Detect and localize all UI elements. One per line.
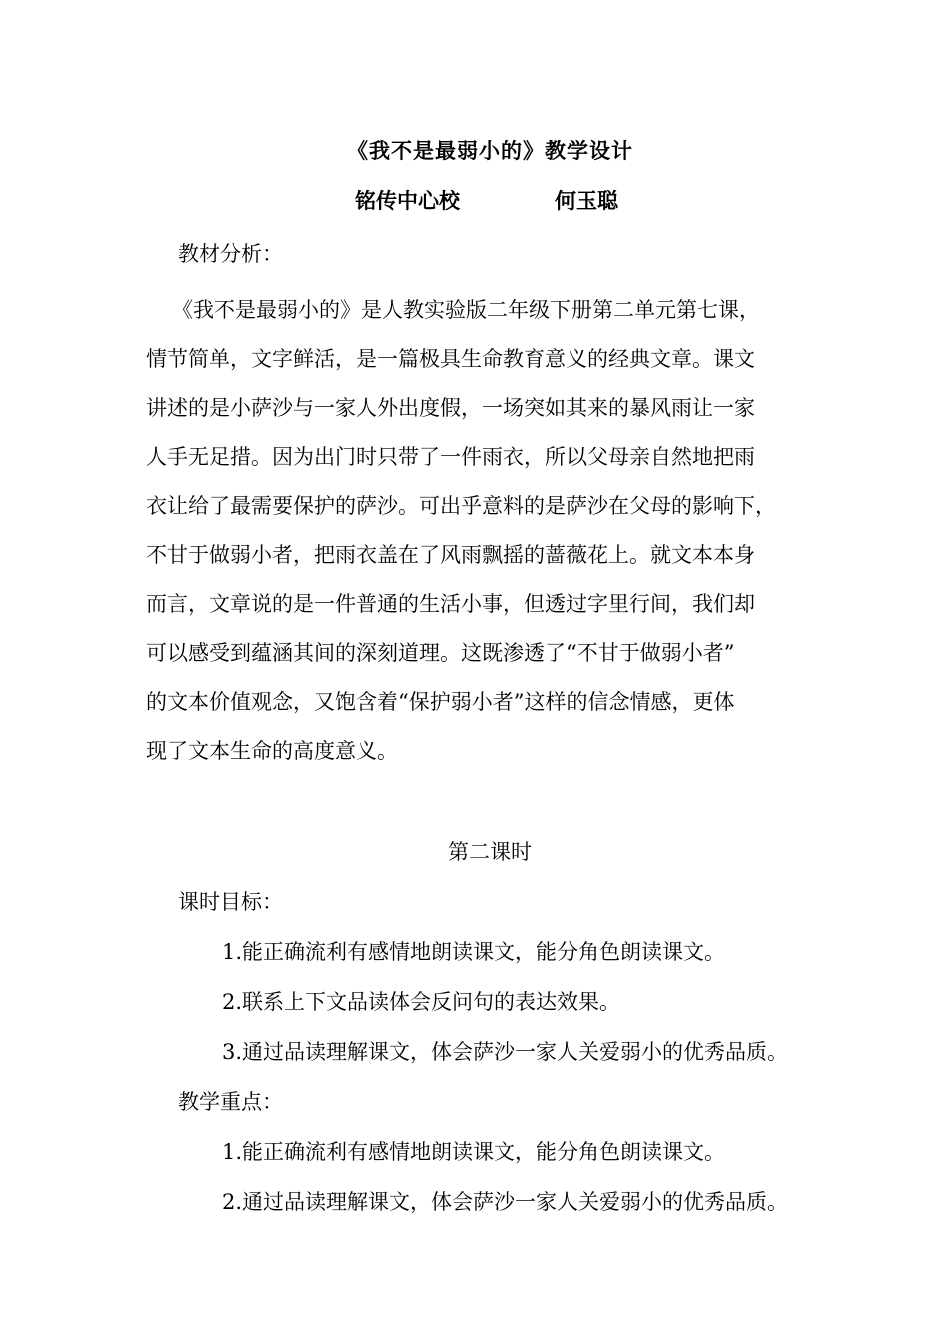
- objective-item: 1.能正确流利有感情地朗读课文，能分角色朗读课文。: [222, 940, 726, 964]
- school-name: 铭传中心校: [355, 188, 460, 213]
- paragraph-line: 讲述的是小萨沙与一家人外出度假，一场突如其来的暴风雨让一家: [146, 396, 755, 420]
- author-line: [355, 185, 618, 215]
- analysis-paragraph: [146, 286, 806, 776]
- paragraph-line: 情节简单，文字鲜活，是一篇极具生命教育意义的经典文章。课文: [146, 347, 755, 371]
- author-name: 何玉聪: [555, 188, 618, 213]
- objective-item: 3.通过品读理解课文，体会萨沙一家人关爱弱小的优秀品质。: [222, 1040, 789, 1064]
- paragraph-line: 《我不是最弱小的》是人教实验版二年级下册第二单元第七课，: [172, 298, 760, 322]
- paragraph-line: 衣让给了最需要保护的萨沙。可出乎意料的是萨沙在父母的影响下，: [146, 494, 776, 518]
- paragraph-line: 人手无足措。因为出门时只带了一件雨衣，所以父母亲自然地把雨: [146, 445, 755, 469]
- paragraph-line: 而言，文章说的是一件普通的生活小事，但透过字里行间，我们却: [146, 592, 755, 616]
- paragraph-line: 的文本价值观念，又饱含着“保护弱小者”这样的信念情感，更体: [146, 690, 735, 714]
- analysis-heading: 教材分析：: [178, 242, 283, 266]
- paragraph-line: 不甘于做弱小者，把雨衣盖在了风雨飘摇的蔷薇花上。就文本本身: [146, 543, 755, 567]
- session-title: 第二课时: [448, 840, 532, 864]
- objective-item: 2.联系上下文品读体会反问句的表达效果。: [222, 990, 621, 1014]
- key-point-item: 1.能正确流利有感情地朗读课文，能分角色朗读课文。: [222, 1140, 726, 1164]
- paragraph-line: 可以感受到蕴涵其间的深刻道理。这既渗透了“不甘于做弱小者”: [146, 641, 735, 665]
- paragraph-line: 现了文本生命的高度意义。: [146, 739, 398, 763]
- objectives-heading: 课时目标：: [178, 890, 283, 914]
- key-point-item: 2.通过品读理解课文，体会萨沙一家人关爱弱小的优秀品质。: [222, 1190, 789, 1214]
- key-points-heading: 教学重点：: [178, 1090, 283, 1114]
- document-title: 《我不是最弱小的》教学设计: [347, 138, 633, 163]
